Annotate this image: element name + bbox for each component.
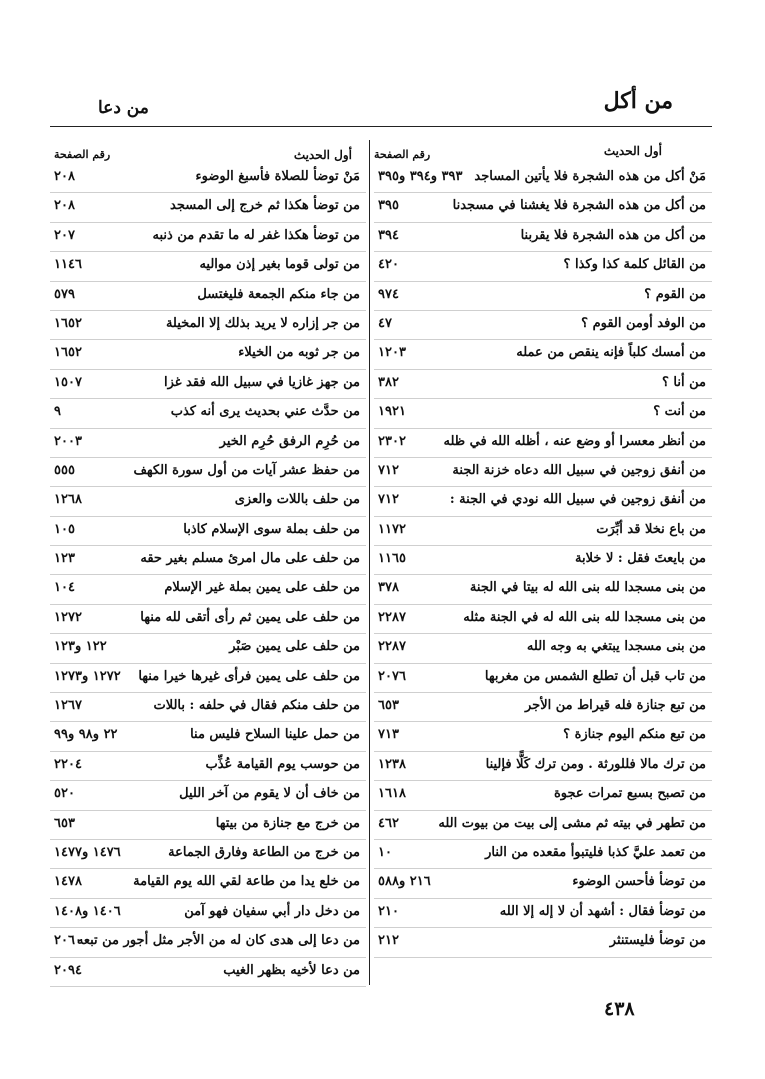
running-head-left: من دعا [98,98,149,118]
page-reference: ٢٠٧٦ [378,668,406,684]
index-entry [50,340,366,369]
index-entry [374,811,712,840]
page-reference: ١٤٧٨ [54,874,82,890]
index-entry [50,752,366,781]
index-entry [374,458,712,487]
index-entry [374,546,712,575]
page-reference: ١٠ [378,844,392,860]
index-entry [374,223,712,252]
page-reference: ٢١٦ و٥٨٨ [378,874,431,890]
hadith-start-text: من أكل من هذه الشجرة فلا يقربنا [520,227,706,243]
hadith-start-text: من أكل من هذه الشجرة فلا يغشنا في مسجدنا [452,198,706,214]
hadith-start-text: من أنظر معسرا أو وضع عنه ، أظله الله في ظله [443,433,706,449]
hadith-start-text: من حلف منكم فقال في حلفه : باللات [153,698,360,714]
index-entry [374,193,712,222]
index-entry [50,193,366,222]
hadith-start-text: من جر إزاره لا يريد بذلك إلا المخيلة [165,315,360,331]
hadith-start-text: من أنفق زوجين في سبيل الله دعاه خزنة الجنة [452,462,706,478]
hadith-start-text: من جاء منكم الجمعة فليغتسل [197,286,360,302]
index-entry [374,840,712,869]
index-entry [50,487,366,516]
hadith-start-text: من بنى مسجدا لله بنى الله له بيتا في الجنة [469,580,706,596]
index-entry [50,722,366,751]
index-entry [374,928,712,957]
hadith-start-text: من حلف على يمين صَبْر [229,639,360,655]
column-divider [369,140,370,985]
hadith-start-text: من باع نخلا قد أبِّرَت [596,521,706,537]
page-reference: ٣٩٥ [378,198,399,214]
index-entry [50,605,366,634]
page-reference: ٤٢٠ [378,257,399,273]
index-entry [50,664,366,693]
index-entry [374,252,712,281]
index-entry [374,429,712,458]
page-reference: ٢١٢ [378,933,399,949]
hadith-start-text: من تطهر في بيته ثم مشى إلى بيت من بيوت الله [438,815,706,831]
index-entry [50,370,366,399]
page-reference: ٣٩٣ و٣٩٤ و٣٩٥ [378,169,463,184]
index-entry [374,517,712,546]
page-reference: ١٢٧٢ [54,609,82,625]
page-reference: ١٢٣٨ [378,756,406,772]
index-entry [374,722,712,751]
hadith-start-text: من حلف باللات والعزى [234,492,360,508]
index-entry [50,458,366,487]
hadith-start-text: من بنى مسجدا لله بنى الله له في الجنة مثله [463,609,706,625]
index-rows [50,164,366,987]
page-reference: ٢٢ و٩٨ و٩٩ [54,727,118,743]
hadith-start-text: من حلف على يمين ثم رأى أتقى لله منها [140,609,360,625]
page-reference: ٢٢٠٤ [54,756,82,772]
hadith-start-text: من توضأ فليستنثر [609,933,706,949]
page-reference: ٩٧٤ [378,286,399,302]
page-reference: ٢١٠ [378,903,399,919]
hadith-start-text: مَنْ توضأ للصلاة فأسبغ الوضوء [195,169,360,184]
column-heading [374,136,712,164]
page-reference: ١٥٠٧ [54,374,82,390]
index-entry [50,899,366,928]
page-reference: ٧١٣ [378,727,399,743]
page-reference: ٧١٢ [378,492,399,508]
index-entry [50,634,366,663]
hadith-start-text: من أمسك كلباً فإنه ينقص من عمله [516,345,706,361]
page-reference: ٢٠٠٣ [54,433,82,449]
page-reference: ٣٩٤ [378,227,399,243]
index-entry [50,164,366,193]
hadith-start-text: من حلف بملة سوى الإسلام كاذبا [183,521,360,537]
index-rows [374,164,712,958]
page-reference: ١٦١٨ [378,786,406,802]
page-reference: ٢٠٩٤ [54,962,82,978]
page-reference: ١٢٦٧ [54,698,82,714]
index-entry [374,311,712,340]
index-entry [374,340,712,369]
hadith-start-text: من أنا ؟ [661,374,706,390]
page-reference: ٣٧٨ [378,580,399,596]
heading-page-number: رقم الصفحة [54,148,111,161]
hadith-start-text: من حُرِم الرفق حُرِم الخير [219,433,360,449]
index-entry [50,840,366,869]
page-reference: ١١٤٦ [54,257,82,273]
index-entry [50,928,366,957]
index-entry [374,752,712,781]
index-column-left [50,136,366,987]
index-entry [374,164,712,193]
running-head-right: من أكل [603,88,673,114]
hadith-start-text: من تاب قبل أن تطلع الشمس من مغربها [484,668,706,684]
page-reference: ١٢٦٨ [54,492,82,508]
index-entry [374,399,712,428]
page-reference: ١٦٥٢ [54,345,82,361]
page-reference: ٦٥٣ [378,698,399,714]
hadith-start-text: من دخل دار أبي سفيان فهو آمن [184,903,360,919]
page-reference: ٢٠٨ [54,169,75,184]
index-entry [50,517,366,546]
index-entry [50,311,366,340]
hadith-start-text: من حلف على يمين بملة غير الإسلام [164,580,360,596]
hadith-start-text: من بايعتَ فقل : لا خلابة [575,551,706,567]
index-entry [374,664,712,693]
column-heading [50,136,366,164]
index-entry [50,546,366,575]
hadith-start-text: من تصبح بسبع تمرات عجوة [553,786,706,802]
page-reference: ٢٠٨ [54,198,75,214]
heading-hadith-start: أول الحديث [603,144,662,158]
hadith-start-text: من خاف أن لا يقوم من آخر الليل [179,786,360,802]
index-entry [50,282,366,311]
hadith-start-text: من جر ثوبه من الخيلاء [238,345,360,361]
index-entry [50,693,366,722]
page-number: ٤٣٨ [604,998,635,1020]
index-entry [374,575,712,604]
hadith-start-text: من حلف على مال امرئ مسلم بغير حقه [140,551,360,567]
hadith-start-text: من توضأ فأحسن الوضوء [572,874,706,890]
hadith-start-text: من الوفد أومن القوم ؟ [581,315,706,331]
hadith-start-text: من ترك مالا فللورثة . ومن ترك كَلًّا فإلينا [485,756,706,772]
page-reference: ٩ [54,404,61,420]
index-entry [50,811,366,840]
hadith-start-text: من تولى قوما بغير إذن مواليه [199,257,360,273]
hadith-start-text: من حمل علينا السلاح فليس منا [190,727,360,743]
page-reference: ١٤٧٦ و١٤٧٧ [54,844,121,860]
index-entry [374,370,712,399]
hadith-start-text: من توضأ هكذا غفر له ما تقدم من ذنبه [152,227,360,243]
hadith-start-text: من خرج مع جنازة من بيتها [215,815,360,831]
index-entry [374,605,712,634]
index-entry [50,958,366,987]
hadith-start-text: من حدَّث عني بحديث يرى أنه كذب [170,404,360,420]
heading-hadith-start: أول الحديث [293,148,352,162]
page-reference: ٧١٢ [378,462,399,478]
index-entry [50,223,366,252]
page-reference: ٣٨٢ [378,374,399,390]
hadith-start-text: من حفظ عشر آيات من أول سورة الكهف [133,462,360,478]
page-reference: ١٢٣ [54,551,75,567]
page-reference: ١٢٧٢ و١٢٧٣ [54,668,121,684]
heading-page-number: رقم الصفحة [374,148,431,161]
page-reference: ٤٦٢ [378,815,399,831]
hadith-start-text: من بنى مسجدا يبتغي به وجه الله [526,639,706,655]
index-entry [50,252,366,281]
hadith-start-text: مَنْ أكل من هذه الشجرة فلا يأتين المساجد [474,169,706,184]
hadith-start-text: من أنت ؟ [653,404,706,420]
hadith-start-text: من خرج من الطاعة وفارق الجماعة [168,844,360,860]
index-entry [50,781,366,810]
hadith-start-text: من دعا لأخيه بظهر الغيب [223,962,360,978]
index-entry [374,869,712,898]
page-reference: ١١٧٢ [378,521,406,537]
header-rule [50,126,712,127]
hadith-start-text: من جهز غازيا في سبيل الله فقد غزا [163,374,360,390]
hadith-start-text: من خلع يدا من طاعة لقي الله يوم القيامة [133,874,360,890]
page-reference: ٢٢٨٧ [378,609,406,625]
hadith-start-text: من حلف على يمين فرأى غيرها خيرا منها [138,668,360,684]
hadith-start-text: من توضأ فقال : أشهد أن لا إله إلا الله [499,903,706,919]
page-reference: ١١٦٥ [378,551,406,567]
page-reference: ١٠٥ [54,521,75,537]
index-entry [374,781,712,810]
index-entry [50,575,366,604]
index-entry [374,634,712,663]
hadith-start-text: من القوم ؟ [644,286,706,302]
page-reference: ١٦٥٢ [54,315,82,331]
page-reference: ٢٠٦٠ [54,933,82,949]
page-reference: ١٢٢ و١٢٣ [54,639,107,655]
page-reference: ٥٧٩ [54,286,75,302]
hadith-start-text: من تعمد عليَّ كذبا فليتبوأ مقعده من النار [485,844,706,860]
index-column-right [374,136,712,958]
hadith-start-text: من تبع منكم اليوم جنازة ؟ [563,727,706,743]
page-reference: ٦٥٣ [54,815,75,831]
page-reference: ٢٠٧ [54,227,75,243]
hadith-start-text: من القائل كلمة كذا وكذا ؟ [563,257,706,273]
hadith-start-text: من دعا إلى هدى كان له من الأجر مثل أجور من تبعه [76,933,360,949]
index-entry [50,429,366,458]
index-entry [374,282,712,311]
index-entry [374,487,712,516]
page-reference: ٢٢٨٧ [378,639,406,655]
hadith-start-text: من حوسب يوم القيامة عُذِّب [205,756,360,772]
index-entry [50,399,366,428]
index-entry [374,693,712,722]
page-reference: ١٠٤ [54,580,75,596]
hadith-start-text: من توضأ هكذا ثم خرج إلى المسجد [170,198,360,214]
page-reference: ١٤٠٦ و١٤٠٨ [54,903,121,919]
hadith-start-text: من تبع جنازة فله قيراط من الأجر [524,698,706,714]
page-reference: ٥٢٠ [54,786,75,802]
page-reference: ٥٥٥ [54,462,75,478]
page-reference: ١٩٢١ [378,404,406,420]
hadith-start-text: من أنفق زوجين في سبيل الله نودي في الجنة : [449,492,706,508]
index-entry [50,869,366,898]
page-reference: ١٢٠٣ [378,345,406,361]
page-reference: ٤٧ [378,315,392,331]
index-entry [374,899,712,928]
page-reference: ٢٣٠٢ [378,433,406,449]
